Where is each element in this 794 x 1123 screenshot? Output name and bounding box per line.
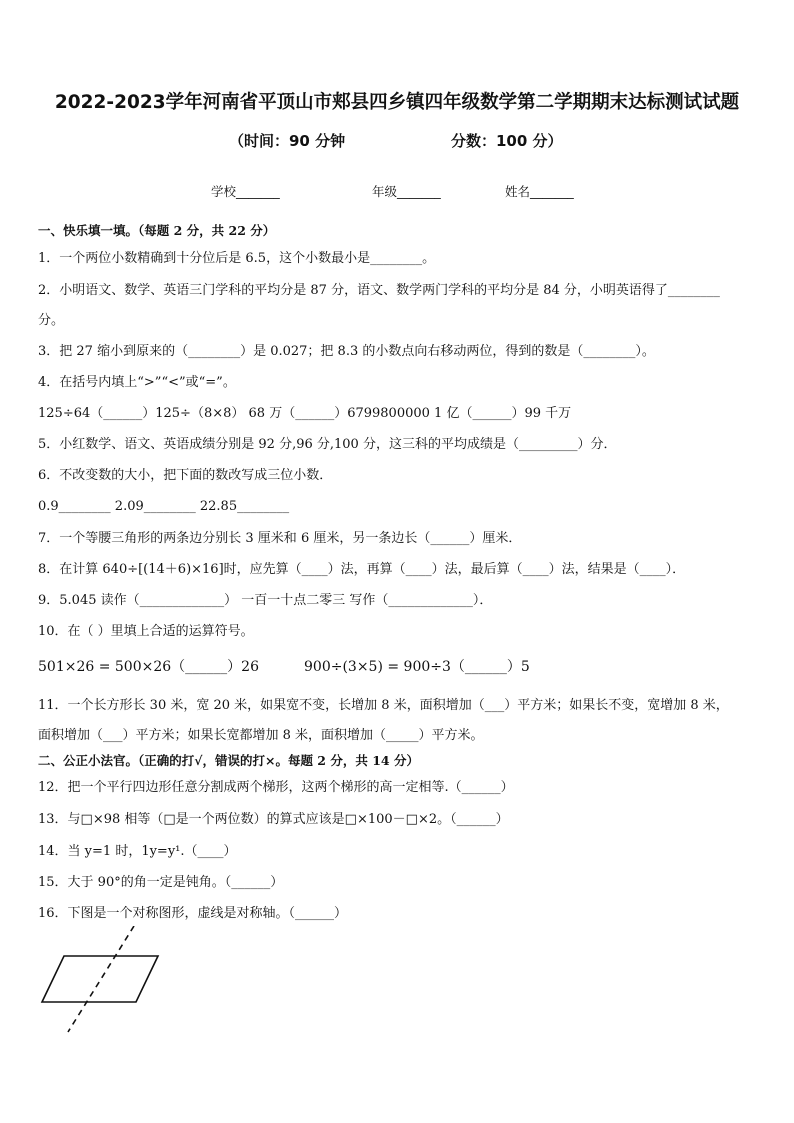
question-3: 3．把 27 缩小到原来的（________）是 0.027；把 8.3 的小数点向右移动两位，得到的数是（________）。	[38, 344, 655, 359]
question-16: 16．下图是一个对称图形，虚线是对称轴。（______）	[38, 906, 348, 921]
symmetry-axis-dashed-line	[68, 926, 134, 1032]
question-7: 7．一个等腰三角形的两条边分别长 3 厘米和 6 厘米，另一条边长（______）厘米．	[38, 531, 522, 546]
question-6-items: 0.9________ 2.09________ 22.85________	[38, 499, 290, 514]
question-6: 6．不改变数的大小，把下面的数改写成三位小数．	[38, 468, 333, 483]
question-8: 8．在计算 640÷[(14＋6)×16]时，应先算（____）法，再算（____）法，最后算（____）法，结果是（____）．	[38, 562, 686, 577]
question-11-line-2: 面积增加（___）平方米；如果长宽都增加 8 米，面积增加（_____）平方米。	[38, 728, 484, 743]
question-10: 10．在（ ）里填上合适的运算符号。	[38, 624, 254, 639]
question-10-expression-1: 501×26 = 500×26（______）26	[38, 659, 259, 675]
question-11-line-1: 11．一个长方形长 30 米，宽 20 米，如果宽不变，长增加 8 米，面积增加（___）平方米；如果长不变，宽增加 8 米，	[38, 698, 729, 713]
question-4: 4．在括号内填上“>”“<”或“=”。	[38, 375, 236, 390]
question-4-items: 125÷64（______）125÷（8×8） 68 万（______）6799800000 1 亿（______）99 千万	[38, 406, 572, 421]
question-10-expression-2: 900÷(3×5) = 900÷3（______）5	[304, 659, 530, 675]
question-5: 5．小红数学、语文、英语成绩分别是 92 分,96 分,100 分，这三科的平均成绩是（_________）分．	[38, 437, 617, 452]
exam-time: （时间：90 分钟	[229, 132, 346, 150]
question-2-line-1: 2．小明语文、数学、英语三门学科的平均分是 87 分，语文、数学两门学科的平均分是 84 分，小明英语得了________	[38, 283, 720, 298]
section-1-title: 一、快乐填一填。（每题 2 分，共 22 分）	[38, 223, 276, 238]
question-12: 12．把一个平行四边形任意分割成两个梯形，这两个梯形的高一定相等.（______）	[38, 780, 514, 795]
exam-score: 分数：100 分）	[451, 132, 563, 150]
question-9: 9．5.045 读作（_____________） 一百一十点二零三 写作（_____________）．	[38, 593, 493, 608]
question-14: 14．当 y=1 时，1y=y¹.（____）	[38, 844, 237, 859]
parallelogram-figure	[38, 926, 178, 1036]
question-2-line-2: 分。	[38, 313, 65, 328]
exam-title: 2022-2023学年河南省平顶山市郏县四乡镇四年级数学第二学期期末达标测试试题	[54, 92, 740, 113]
question-13: 13．与□×98 相等（□是一个两位数）的算式应该是□×100－□×2。（______）	[38, 812, 509, 827]
parallelogram-shape	[42, 956, 158, 1002]
grade-field[interactable]: 年级_______	[372, 184, 441, 199]
question-1: 1．一个两位小数精确到十分位后是 6.5，这个小数最小是________。	[38, 251, 436, 266]
name-field[interactable]: 姓名_______	[505, 184, 574, 199]
question-15: 15．大于 90°的角一定是钝角。（______）	[38, 875, 284, 890]
school-field[interactable]: 学校_______	[211, 184, 280, 199]
section-2-title: 二、公正小法官。（正确的打√，错误的打×。每题 2 分，共 14 分）	[38, 753, 419, 768]
